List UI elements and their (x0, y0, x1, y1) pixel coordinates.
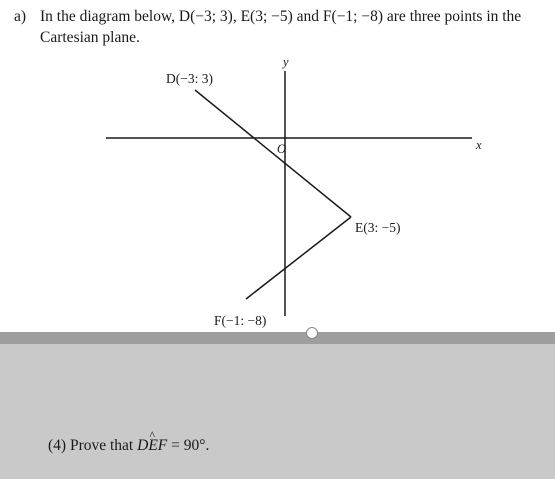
resize-handle[interactable] (306, 327, 318, 339)
lower-panel (0, 344, 555, 479)
question-label: a) (14, 8, 27, 25)
subquestion-number: (4) (48, 437, 67, 454)
point-e-label: E(3: −5) (355, 220, 401, 235)
question-line-2: Cartesian plane. (40, 29, 140, 46)
angle-point-d: D (137, 437, 149, 454)
origin-label: O (277, 142, 287, 156)
subquestion-equals: = 90°. (167, 437, 210, 454)
angle-point-e: ^ E (148, 437, 157, 455)
point-f-label: F(−1: −8) (214, 313, 267, 328)
question-line-1-text: In the diagram below, D(−3; 3), E(3; −5) and F(−1; −8) are three points in the (40, 8, 522, 25)
point-d-label: D(−3: 3) (166, 71, 213, 86)
angle-point-f: F (157, 437, 168, 454)
panel-divider[interactable] (0, 332, 555, 344)
x-axis-label: x (476, 138, 482, 152)
segment-de (195, 90, 351, 217)
subquestion-text (48, 437, 209, 455)
segment-ef (246, 217, 351, 299)
y-axis-label: y (283, 55, 289, 69)
subquestion-prefix: Prove that (69, 437, 134, 454)
